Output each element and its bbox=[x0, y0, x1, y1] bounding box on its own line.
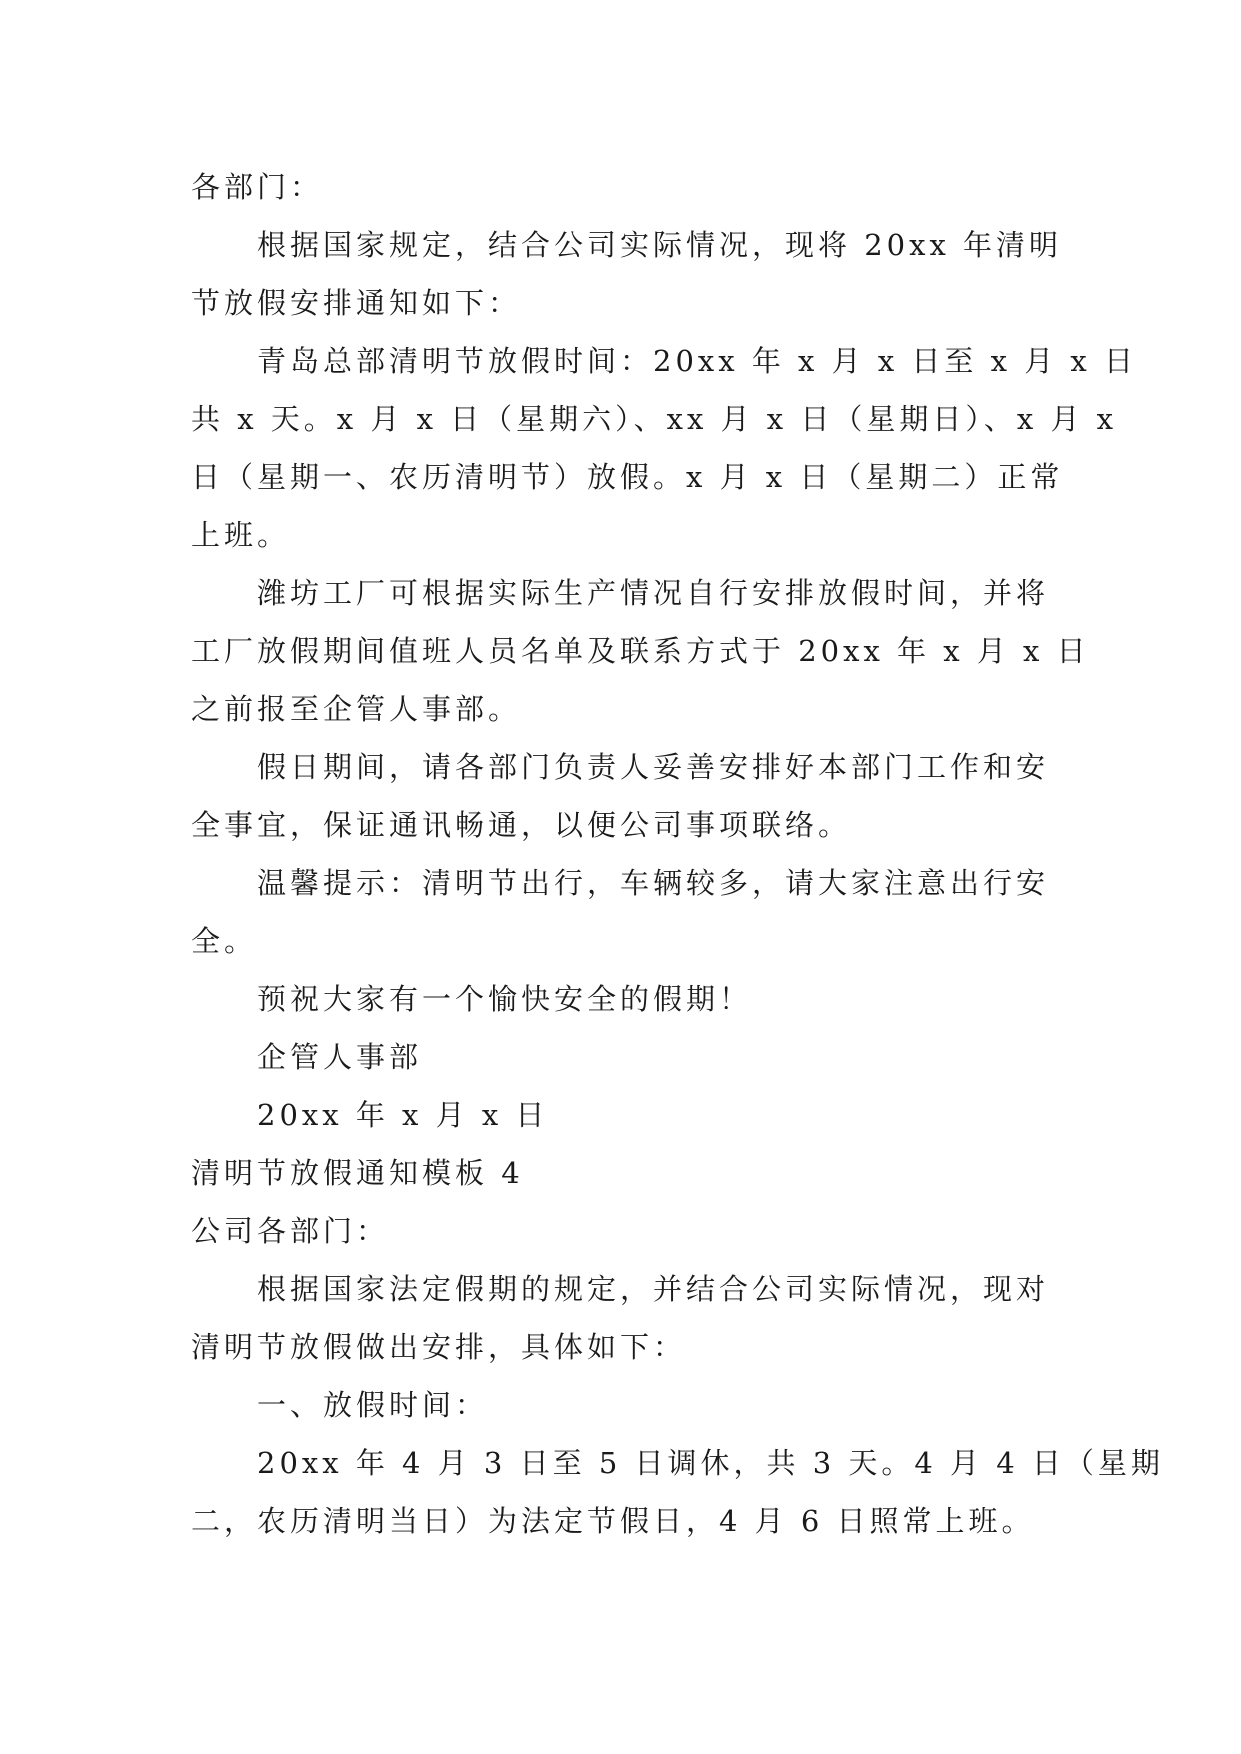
section-heading: 一、放假时间： bbox=[257, 1388, 489, 1422]
paragraph-line: 工厂放假期间值班人员名单及联系方式于 20xx 年 x 月 x 日 bbox=[191, 634, 1090, 668]
document-body bbox=[191, 158, 1164, 1550]
paragraph-line: 二，农历清明当日）为法定节假日，4 月 6 日照常上班。 bbox=[191, 1504, 1035, 1538]
paragraph-line: 青岛总部清明节放假时间：20xx 年 x 月 x 日至 x 月 x 日 bbox=[257, 344, 1137, 378]
paragraph-line: 节放假安排通知如下： bbox=[191, 286, 522, 320]
salutation: 公司各部门： bbox=[191, 1214, 390, 1248]
closing-wish: 预祝大家有一个愉快安全的假期！ bbox=[257, 982, 753, 1016]
paragraph-line: 根据国家法定假期的规定，并结合公司实际情况，现对 bbox=[257, 1272, 1050, 1306]
paragraph-line: 假日期间，请各部门负责人妥善安排好本部门工作和安 bbox=[257, 750, 1050, 784]
signature: 企管人事部 bbox=[257, 1040, 423, 1074]
paragraph-line: 潍坊工厂可根据实际生产情况自行安排放假时间，并将 bbox=[257, 576, 1050, 610]
paragraph-line: 全。 bbox=[191, 924, 258, 958]
paragraph-line: 20xx 年 4 月 3 日至 5 日调休，共 3 天。4 月 4 日（星期 bbox=[257, 1446, 1164, 1480]
salutation: 各部门： bbox=[191, 170, 324, 204]
paragraph-line: 共 x 天。x 月 x 日（星期六）、xx 月 x 日（星期日）、x 月 x bbox=[191, 402, 1118, 436]
paragraph-line: 全事宜，保证通讯畅通，以便公司事项联络。 bbox=[191, 808, 852, 842]
paragraph-line: 清明节放假做出安排，具体如下： bbox=[191, 1330, 687, 1364]
date: 20xx 年 x 月 x 日 bbox=[257, 1098, 549, 1132]
paragraph-line: 上班。 bbox=[191, 518, 291, 552]
paragraph-line: 日（星期一、农历清明节）放假。x 月 x 日（星期二）正常 bbox=[191, 460, 1064, 494]
template-title: 清明节放假通知模板 4 bbox=[191, 1156, 524, 1190]
paragraph-line: 温馨提示：清明节出行，车辆较多，请大家注意出行安 bbox=[257, 866, 1050, 900]
paragraph-line: 根据国家规定，结合公司实际情况，现将 20xx 年清明 bbox=[257, 228, 1063, 262]
paragraph-line: 之前报至企管人事部。 bbox=[191, 692, 522, 726]
